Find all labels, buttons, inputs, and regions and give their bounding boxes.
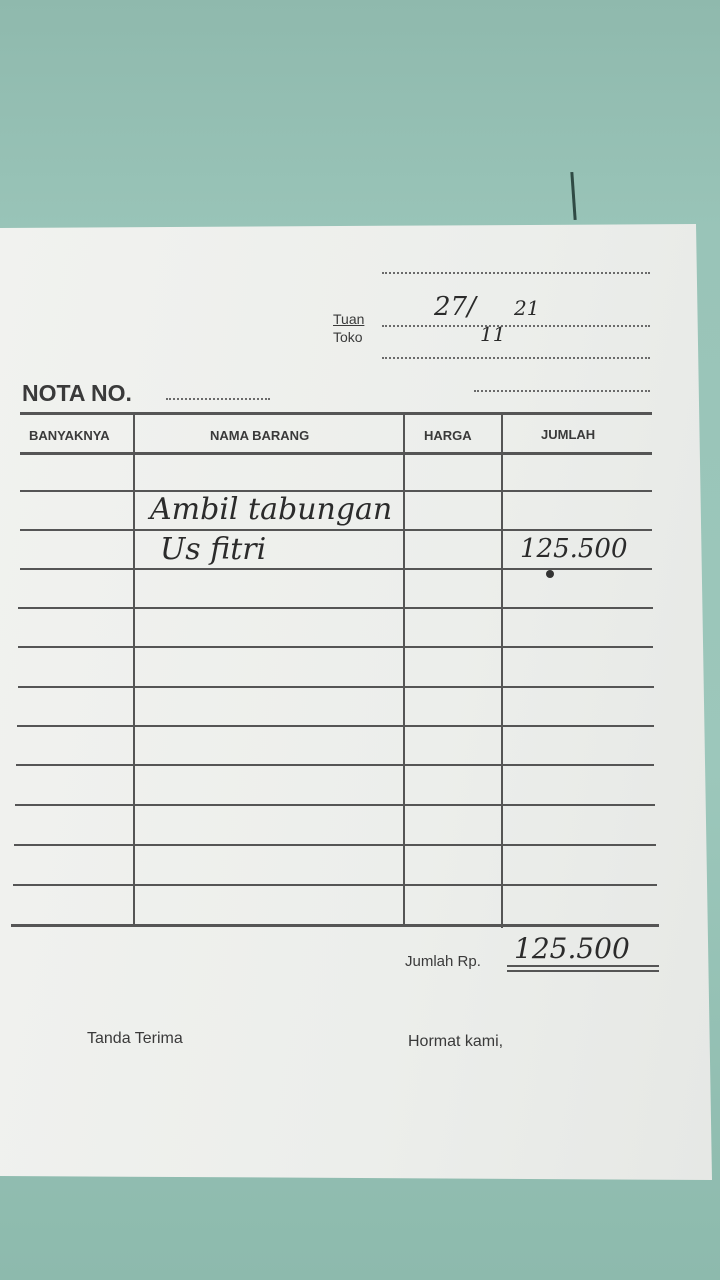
row-line (18, 686, 654, 688)
tuan-label: Tuan (333, 311, 365, 327)
total-value: 125.500 (514, 932, 630, 965)
row-line (18, 607, 653, 609)
date-day: 27/ (434, 292, 476, 322)
row-line (13, 884, 657, 886)
header-dotline-4 (474, 390, 650, 392)
header-dotline-3 (382, 357, 650, 359)
col-header-harga: HARGA (424, 428, 472, 443)
item-description-line1: Ambil tabungan (150, 492, 393, 527)
col-header-banyaknya: BANYAKNYA (29, 428, 110, 443)
item-description-line2: Us fitri (160, 532, 267, 567)
row-line (17, 725, 654, 727)
header-dotline-2 (382, 325, 650, 327)
col-header-jumlah: JUMLAH (541, 427, 596, 442)
ink-dot (546, 570, 554, 578)
hormat-kami-label: Hormat kami, (408, 1033, 504, 1050)
row-line (16, 764, 654, 766)
table-top-border (20, 412, 652, 415)
row-line (18, 646, 653, 648)
row-line (20, 568, 652, 570)
tanda-terima-label: Tanda Terima (87, 1030, 183, 1047)
col-header-nama-barang: NAMA BARANG (210, 428, 310, 443)
table-bottom-border (11, 924, 659, 927)
toko-label: Toko (333, 329, 363, 345)
total-underline-1 (507, 965, 659, 967)
background-stick (570, 172, 576, 220)
date-year: 21 (514, 296, 540, 320)
header-dotline-1 (382, 272, 650, 274)
row-line (15, 804, 655, 806)
item-amount: 125.500 (520, 534, 628, 564)
nota-number-line (166, 398, 270, 400)
nota-label: NOTA NO. (22, 380, 132, 406)
total-underline-2 (507, 970, 659, 972)
total-label: Jumlah Rp. (405, 953, 481, 970)
row-line (14, 844, 656, 846)
row-line (20, 529, 652, 531)
table-header-bottom-border (20, 452, 652, 455)
date-month: 11 (480, 322, 506, 346)
